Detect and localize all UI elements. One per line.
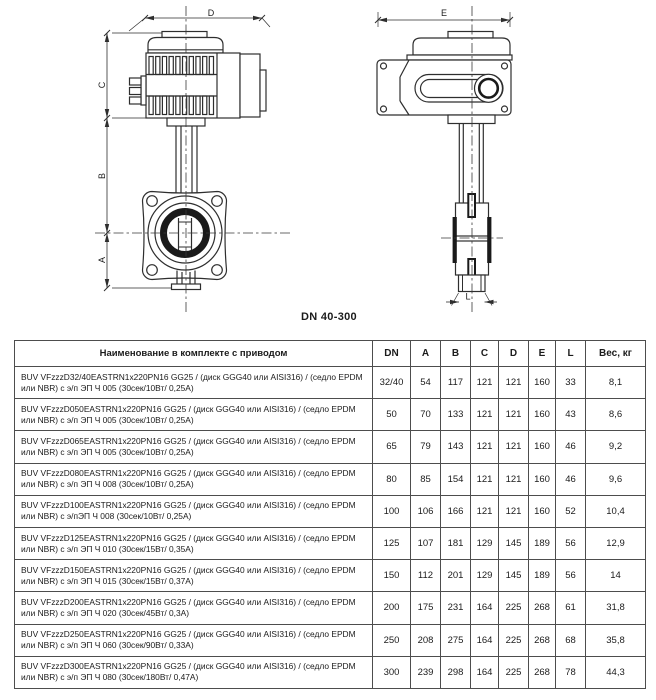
a-cell: 112	[411, 560, 441, 592]
cable-connector	[130, 76, 147, 105]
dim-label-a: A	[97, 256, 107, 264]
dimension-e	[375, 8, 513, 27]
d-cell: 121	[499, 399, 529, 431]
weight-cell: 31,8	[586, 592, 646, 624]
b-cell: 154	[441, 463, 471, 495]
l-cell: 52	[556, 495, 586, 527]
l-cell: 56	[556, 527, 586, 559]
c-cell: 164	[471, 656, 499, 688]
dim-label-e: E	[440, 8, 448, 18]
a-cell: 107	[411, 527, 441, 559]
dn-cell: 65	[373, 431, 411, 463]
weight-cell: 9,2	[586, 431, 646, 463]
e-cell: 189	[529, 527, 556, 559]
front-view-valve-body	[143, 192, 227, 290]
col-header-name: Наименование в комплекте с приводом	[15, 341, 373, 367]
side-view-actuator	[377, 32, 512, 204]
l-cell: 46	[556, 431, 586, 463]
weight-cell: 44,3	[586, 656, 646, 688]
e-cell: 160	[529, 431, 556, 463]
col-header-dn: DN	[373, 341, 411, 367]
dn-cell: 300	[373, 656, 411, 688]
weight-cell: 35,8	[586, 624, 646, 656]
col-header-b: B	[441, 341, 471, 367]
table-row	[15, 431, 646, 463]
d-cell: 145	[499, 527, 529, 559]
a-cell: 79	[411, 431, 441, 463]
weight-cell: 8,1	[586, 367, 646, 399]
valve-technical-drawing	[0, 0, 656, 334]
dn-cell: 150	[373, 560, 411, 592]
b-cell: 181	[441, 527, 471, 559]
weight-cell: 8,6	[586, 399, 646, 431]
dn-cell: 250	[373, 624, 411, 656]
dimension-l	[446, 292, 497, 306]
e-cell: 268	[529, 656, 556, 688]
table-row	[15, 592, 646, 624]
b-cell: 298	[441, 656, 471, 688]
product-name-cell: BUV VFzzzD250EASTRN1x220PN16 GG25 / (диск GGG40 или AISI316) / (седло EPDM или NBR) с э/п ЭП Ч 060 (30сек/90Вт/ 0,33А)	[15, 624, 373, 656]
c-cell: 121	[471, 431, 499, 463]
d-cell: 121	[499, 463, 529, 495]
col-header-weight: Вес, кг	[586, 341, 646, 367]
product-name-cell: BUV VFzzzD065EASTRN1x220PN16 GG25 / (диск GGG40 или AISI316) / (седло EPDM или NBR) с э/п ЭП Ч 005 (30сек/10Вт/ 0,25А)	[15, 431, 373, 463]
e-cell: 160	[529, 495, 556, 527]
e-cell: 268	[529, 592, 556, 624]
b-cell: 133	[441, 399, 471, 431]
disc-edge	[487, 217, 491, 263]
spec-table-header-row	[15, 341, 646, 367]
weight-cell: 14	[586, 560, 646, 592]
drawing-caption: DN 40-300	[301, 311, 357, 323]
e-cell: 268	[529, 624, 556, 656]
dn-cell: 125	[373, 527, 411, 559]
d-cell: 121	[499, 431, 529, 463]
dim-label-d: D	[207, 8, 215, 18]
product-name-cell: BUV VFzzzD080EASTRN1x220PN16 GG25 / (диск GGG40 или AISI316) / (седло EPDM или NBR) с э/п ЭП Ч 008 (30сек/10Вт/ 0,25А)	[15, 463, 373, 495]
b-cell: 231	[441, 592, 471, 624]
product-name-cell: BUV VFzzzD100EASTRN1x220PN16 GG25 / (диск GGG40 или AISI316) / (седло EPDM или NBR) с э/пЭП Ч 008 (30сек/10Вт/ 0,25А)	[15, 495, 373, 527]
disc-edge	[453, 217, 457, 263]
product-name-cell: BUV VFzzzD32/40EASTRN1x220PN16 GG25 / (диск GGG40 или AISI316) / (седло EPDM или NBR) с э/п ЭП Ч 005 (30сек/10Вт/ 0,25А)	[15, 367, 373, 399]
c-cell: 164	[471, 624, 499, 656]
product-name-cell: BUV VFzzzD050EASTRN1x220PN16 GG25 / (диск GGG40 или AISI316) / (седло EPDM или NBR) с э/п ЭП Ч 005 (30сек/10Вт/ 0,25А)	[15, 399, 373, 431]
product-name-cell: BUV VFzzzD150EASTRN1x220PN16 GG25 / (диск GGG40 или AISI316) / (седло EPDM или NBR) с э/п ЭП Ч 015 (30сек/15Вт/ 0,37А)	[15, 560, 373, 592]
weight-cell: 10,4	[586, 495, 646, 527]
table-row	[15, 527, 646, 559]
d-cell: 225	[499, 624, 529, 656]
dn-cell: 50	[373, 399, 411, 431]
c-cell: 121	[471, 399, 499, 431]
table-row	[15, 560, 646, 592]
c-cell: 121	[471, 495, 499, 527]
dim-label-b: B	[97, 172, 107, 180]
table-row	[15, 656, 646, 688]
bolt-hole	[212, 196, 223, 207]
d-cell: 121	[499, 367, 529, 399]
l-cell: 43	[556, 399, 586, 431]
product-name-cell: BUV VFzzzD125EASTRN1x220PN16 GG25 / (диск GGG40 или AISI316) / (седло EPDM или NBR) с э/п ЭП Ч 010 (30сек/15Вт/ 0,35А)	[15, 527, 373, 559]
b-cell: 117	[441, 367, 471, 399]
weight-cell: 9,6	[586, 463, 646, 495]
b-cell: 143	[441, 431, 471, 463]
col-header-a: A	[411, 341, 441, 367]
a-cell: 106	[411, 495, 441, 527]
a-cell: 208	[411, 624, 441, 656]
e-cell: 160	[529, 399, 556, 431]
l-cell: 68	[556, 624, 586, 656]
weight-cell: 12,9	[586, 527, 646, 559]
e-cell: 160	[529, 367, 556, 399]
table-row	[15, 463, 646, 495]
table-row	[15, 367, 646, 399]
c-cell: 121	[471, 367, 499, 399]
bolt-hole	[147, 265, 158, 276]
l-cell: 46	[556, 463, 586, 495]
d-cell: 225	[499, 592, 529, 624]
spec-table-body	[15, 367, 646, 689]
dim-label-c: C	[97, 81, 107, 89]
dn-cell: 200	[373, 592, 411, 624]
c-cell: 164	[471, 592, 499, 624]
dn-cell: 80	[373, 463, 411, 495]
a-cell: 54	[411, 367, 441, 399]
a-cell: 239	[411, 656, 441, 688]
col-header-e: E	[529, 341, 556, 367]
e-cell: 160	[529, 463, 556, 495]
l-cell: 61	[556, 592, 586, 624]
c-cell: 129	[471, 560, 499, 592]
front-view-actuator	[130, 32, 267, 200]
b-cell: 275	[441, 624, 471, 656]
table-row	[15, 624, 646, 656]
table-row	[15, 399, 646, 431]
a-cell: 175	[411, 592, 441, 624]
l-cell: 56	[556, 560, 586, 592]
dimension-d	[129, 8, 270, 31]
col-header-c: C	[471, 341, 499, 367]
c-cell: 129	[471, 527, 499, 559]
a-cell: 85	[411, 463, 441, 495]
d-cell: 145	[499, 560, 529, 592]
l-cell: 78	[556, 656, 586, 688]
e-cell: 189	[529, 560, 556, 592]
a-cell: 70	[411, 399, 441, 431]
l-cell: 33	[556, 367, 586, 399]
d-cell: 121	[499, 495, 529, 527]
b-cell: 201	[441, 560, 471, 592]
table-row	[15, 495, 646, 527]
d-cell: 225	[499, 656, 529, 688]
bolt-hole	[147, 196, 158, 207]
dim-label-l: L	[465, 291, 471, 302]
dn-cell: 100	[373, 495, 411, 527]
spec-table	[14, 340, 646, 689]
dn-cell: 32/40	[373, 367, 411, 399]
product-name-cell: BUV VFzzzD200EASTRN1x220PN16 GG25 / (диск GGG40 или AISI316) / (седло EPDM или NBR) с э/п ЭП Ч 020 (30сек/45Вт/ 0,3А)	[15, 592, 373, 624]
col-header-l: L	[556, 341, 586, 367]
product-name-cell: BUV VFzzzD300EASTRN1x220PN16 GG25 / (диск GGG40 или AISI316) / (седло EPDM или NBR) с э/п ЭП Ч 080 (30сек/180Вт/ 0,47А)	[15, 656, 373, 688]
c-cell: 121	[471, 463, 499, 495]
bolt-hole	[212, 265, 223, 276]
b-cell: 166	[441, 495, 471, 527]
col-header-d: D	[499, 341, 529, 367]
